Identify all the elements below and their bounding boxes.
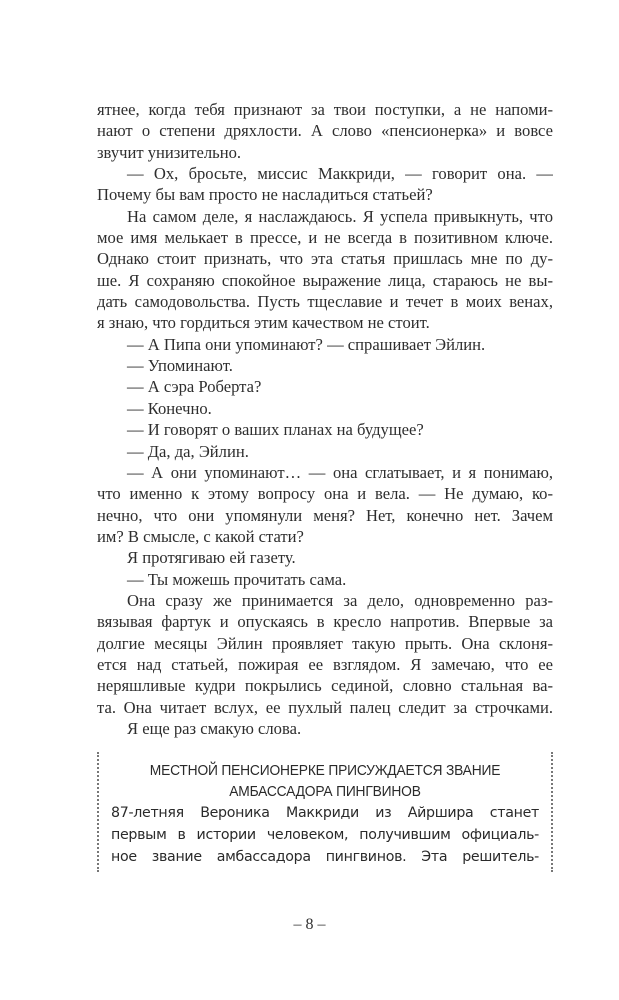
article-headline-line: АМБАССАДОРА ПИНГВИНОВ [229,783,421,800]
text-line: дать самодовольства. Пусть тщеславие и течет в моих венах, [97,292,553,312]
text-line: долгие месяцы Эйлин проявляет такую прыть. Она склоня- [97,633,553,653]
text-line: ется над статьей, пожирая ее взглядом. Я замечаю, что ее [97,654,553,674]
article-headline-line: МЕСТНОЙ ПЕНСИОНЕРКЕ ПРИСУЖДАЕТСЯ ЗВАНИЕ [149,762,501,779]
text-line: — Упоминают. [127,356,233,376]
article-text-line: первым в истории человеком, получившим официаль- [111,827,539,843]
text-line: Она сразу же принимается за дело, одновременно раз- [127,590,553,610]
article-text-line: ное звание амбассадора пингвинов. Эта решитель- [111,849,539,865]
text-line: — Ты можешь прочитать сама. [127,569,347,589]
article-text-line: 87-летняя Вероника Маккриди из Айршира станет [111,805,539,821]
text-line: ятнее, когда тебя признают за твои поступки, а не напоми- [97,100,553,119]
text-line: им? В смысле, с какой стати? [97,526,304,546]
text-line: — Конечно. [127,398,212,418]
text-line: Я еще раз смакую слова. [127,718,302,738]
text-line: — А Пипа они упоминают? — спрашивает Эйлин. [127,334,486,354]
text-line: — А сэра Роберта? [127,377,262,397]
text-line: что именно к этому вопросу она и вела. — Не думаю, ко- [97,484,553,504]
text-line: ше. Я сохраняю спокойное выражение лица, стараюсь не вы- [97,270,553,290]
text-line: та. Она читает вслух, ее пухлый палец следит за строчками. [97,697,553,717]
text-line: нают о степени дряхлости. А слово «пенсионерка» и вовсе [97,121,553,141]
page-number: – 8 – [293,916,326,933]
text-line: звучит унизительно. [97,142,242,162]
text-line: — А они упоминают… — она сглатывает, и я понимаю, [127,462,553,482]
text-line: Однако стоит признать, что эта статья пришлась мне по ду- [97,249,553,269]
text-line: вязывая фартук и опускаясь в кресло напротив. Впервые за [97,612,553,632]
text-line: Я протягиваю ей газету. [127,548,296,568]
text-line: мое имя мелькает в прессе, и не всегда в позитивном ключе. [97,228,553,248]
newspaper-article-box [97,752,553,872]
body-text [97,99,553,739]
text-line: — И говорят о ваших планах на будущее? [127,420,424,440]
text-line: — Ох, бросьте, миссис Маккриди, — говорит она. — [127,164,553,184]
text-line: — Да, да, Эйлин. [127,441,249,461]
text-line: Почему бы вам просто не насладиться статьей? [97,185,433,205]
text-line: я знаю, что гордиться этим качеством не стоит. [97,313,430,333]
text-line: нечно, что они упомянули меня? Нет, конечно нет. Зачем [97,505,553,525]
text-line: неряшливые кудри покрылись сединой, словно стальная ва- [97,676,553,696]
text-line: На самом деле, я наслаждаюсь. Я успела привыкнуть, что [127,206,553,226]
